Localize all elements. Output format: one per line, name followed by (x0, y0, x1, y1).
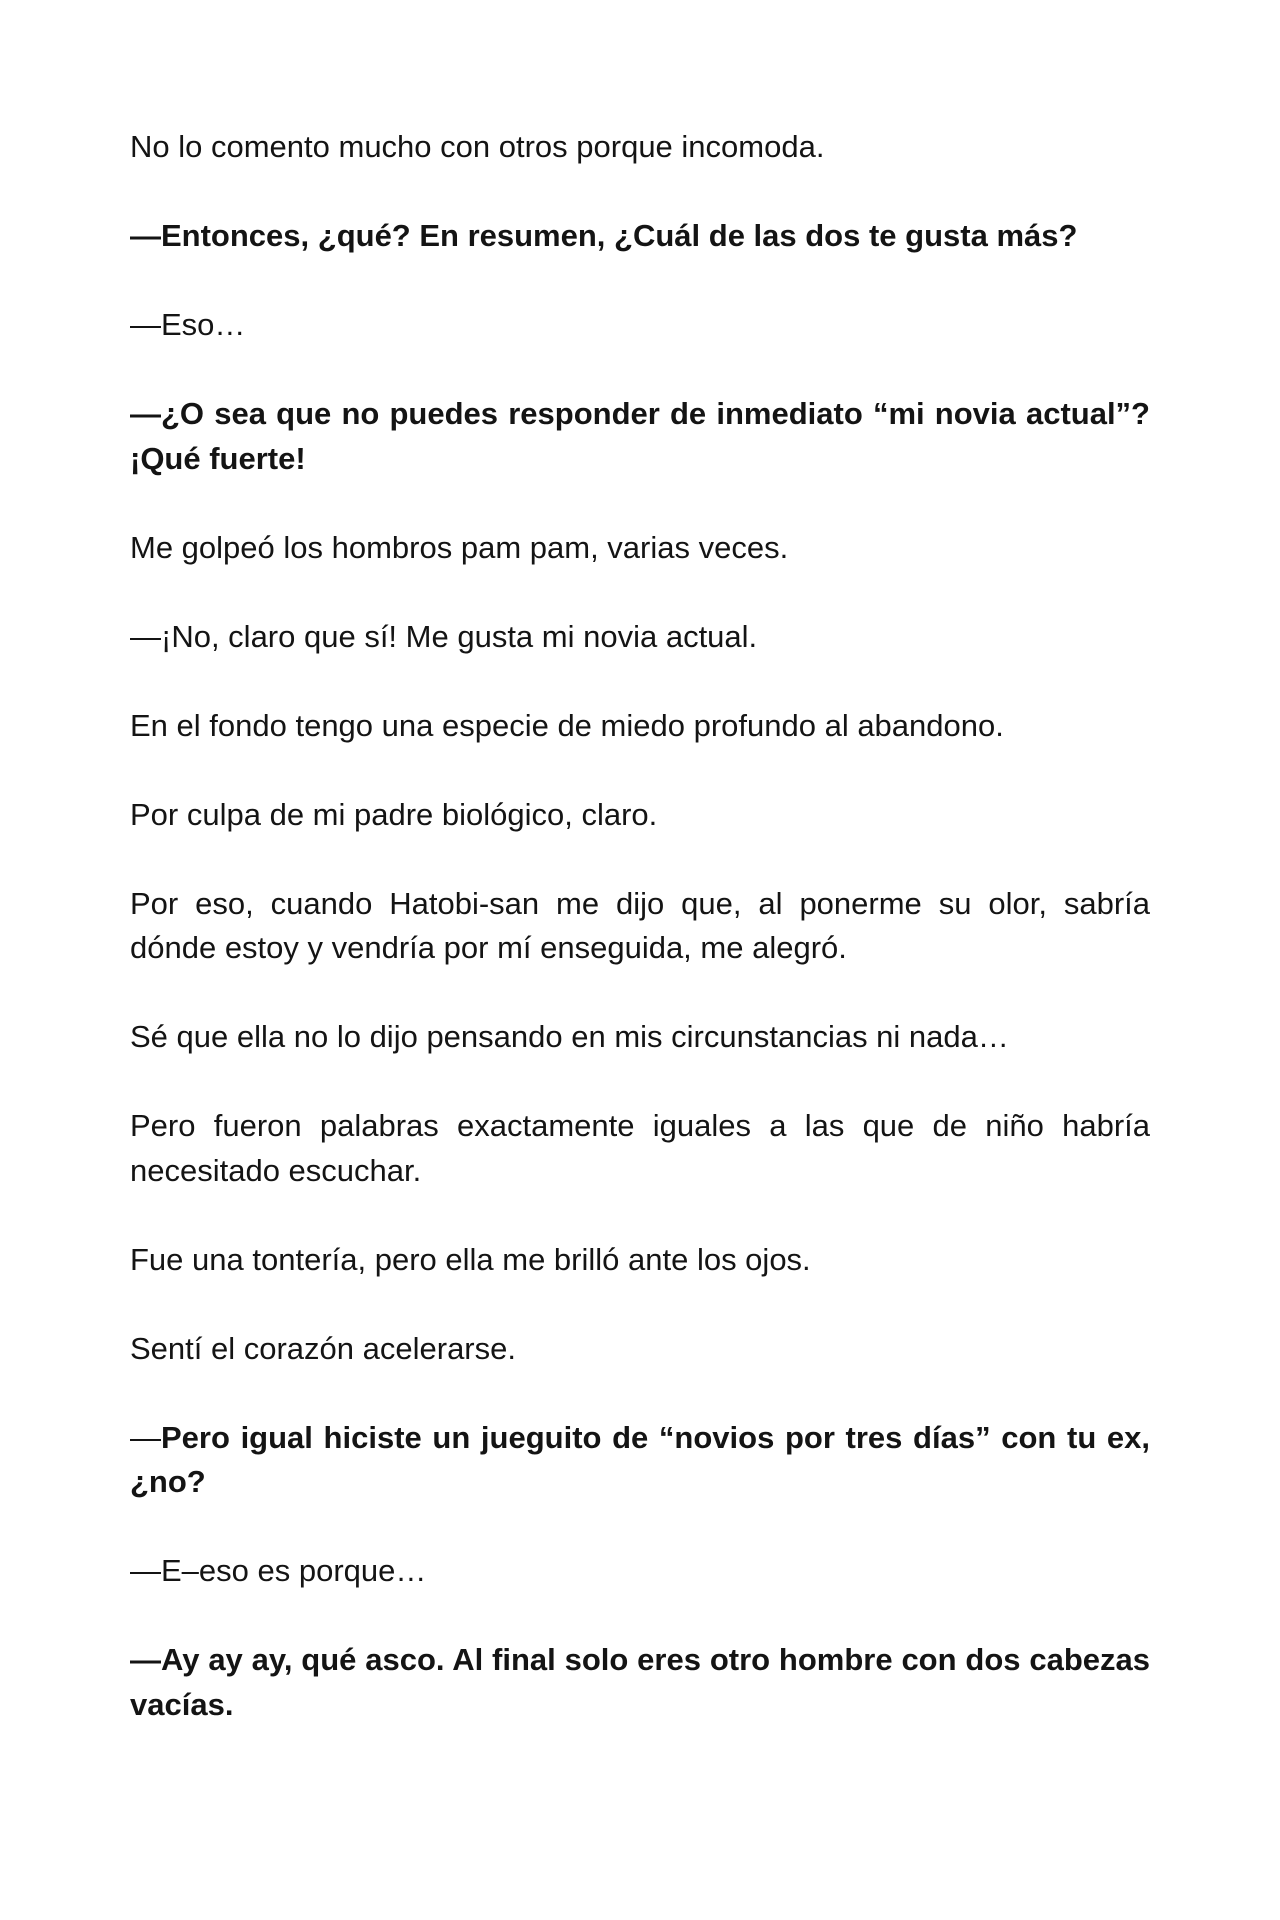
paragraph-text: —Ay ay ay, qué asco. Al final solo eres otro hombre con dos cabezas vacías. (130, 1642, 1150, 1722)
paragraph-narration (130, 125, 1150, 170)
paragraph-text: —Entonces, ¿qué? En resumen, ¿Cuál de las dos te gusta más? (130, 218, 1078, 253)
paragraph-text: —¿O sea que no puedes responder de inmediato “mi novia actual”? ¡Qué fuerte! (130, 396, 1150, 476)
paragraph-dialogue-bold (130, 214, 1150, 259)
paragraph-narration (130, 1327, 1150, 1372)
paragraph-text: Por eso, cuando Hatobi-san me dijo que, al ponerme su olor, sabría dónde estoy y vendría por mí enseguida, me alegró. (130, 885, 1150, 965)
paragraph-text: No lo comento mucho con otros porque incomoda. (130, 129, 825, 164)
paragraph-text: —E–eso es porque… (130, 1553, 427, 1588)
paragraph-text: Pero fueron palabras exactamente iguales a las que de niño habría necesitado escuchar. (130, 1108, 1150, 1188)
paragraph-narration (130, 1104, 1150, 1193)
paragraph-text: Sentí el corazón acelerarse. (130, 1330, 516, 1366)
paragraph-prefix: — (130, 1419, 161, 1455)
paragraph-text: Fue una tontería, pero ella me brilló ante los ojos. (130, 1241, 811, 1277)
paragraph-dialogue (130, 615, 1150, 660)
paragraph-text: Por culpa de mi padre biológico, claro. (130, 796, 658, 832)
paragraph-text: Me golpeó los hombros pam pam, varias veces. (130, 529, 789, 565)
paragraph-text: —Eso… (130, 307, 246, 342)
paragraph-dialogue (130, 303, 1150, 348)
paragraph-text: En el fondo tengo una especie de miedo profundo al abandono. (130, 707, 1004, 743)
paragraph-dialogue (130, 1549, 1150, 1594)
paragraph-narration (130, 1015, 1150, 1060)
paragraph-text: —¡No, claro que sí! Me gusta mi novia actual. (130, 618, 758, 654)
paragraph-dialogue-bold (130, 1638, 1150, 1727)
paragraph-narration (130, 704, 1150, 749)
paragraph-narration (130, 526, 1150, 571)
paragraph-text: Sé que ella no lo dijo pensando en mis circunstancias ni nada… (130, 1019, 1009, 1054)
paragraph-text: Pero igual hiciste un jueguito de “novios por tres días” con tu ex, ¿no? (130, 1419, 1150, 1499)
paragraph-narration (130, 793, 1150, 838)
paragraph-dialogue-bold (130, 392, 1150, 481)
paragraph-narration (130, 1238, 1150, 1283)
document-page (130, 125, 1150, 1772)
paragraph-narration (130, 882, 1150, 971)
paragraph-dialogue-bold (130, 1416, 1150, 1505)
